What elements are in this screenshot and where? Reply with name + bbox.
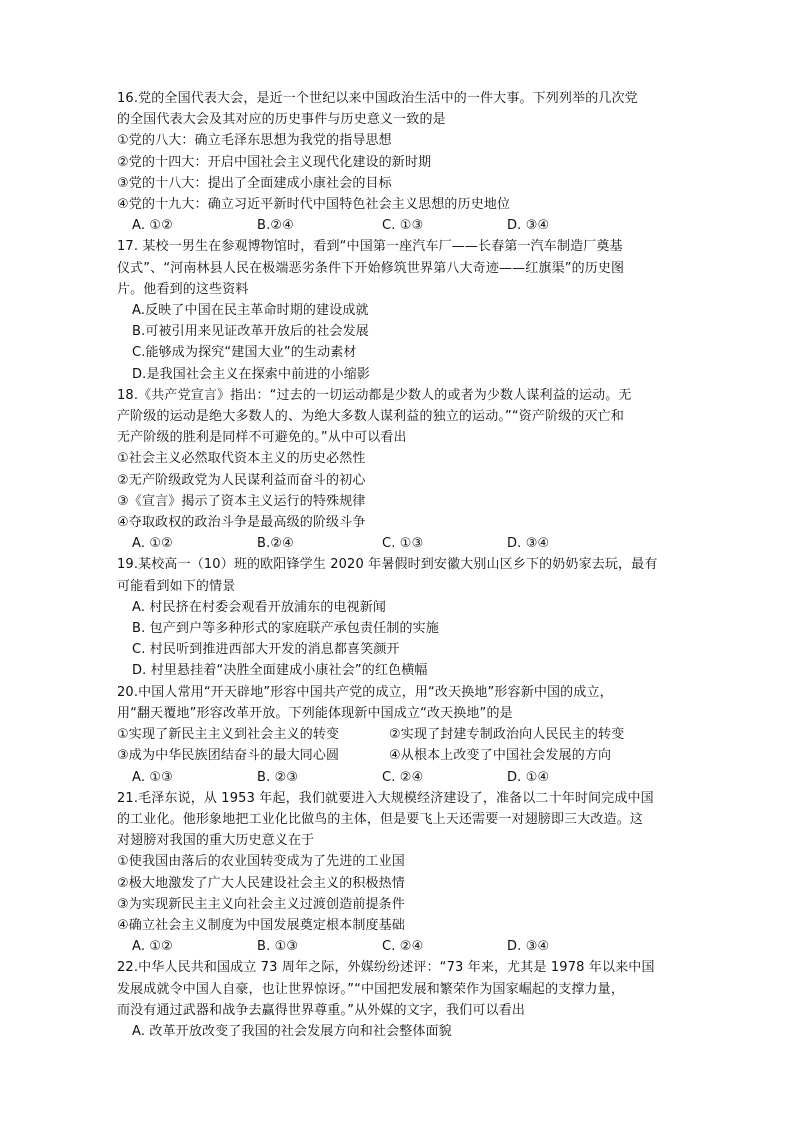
answer-option: D. ③④ [507, 939, 550, 955]
statement-item: ②无产阶级政党为人民谋利益而奋斗的初心 [117, 472, 366, 488]
question-block [117, 236, 677, 384]
question-block [117, 385, 677, 555]
statement-item: ④从根本上改变了中国社会发展的方向 [389, 748, 612, 764]
question-stem-line: 发展成就令中国人自豪，也让世界惊讶。”“中国把发展和繁荣作为国家崛起的支撑力量， [117, 981, 624, 997]
answer-option: A. ①③ [132, 769, 173, 785]
answer-option: C. ②④ [382, 939, 424, 955]
question-stem-line: 的工业化。他形象地把工业化比做鸟的主体，但是要飞上天还需要一对翅膀即三大改造。这 [117, 811, 644, 827]
question-stem-line: 用“翻天覆地”形容改革开放。下列能体现新中国成立“改天换地”的是 [117, 705, 513, 721]
answer-option: B.②④ [257, 536, 294, 552]
statement-item: ③《宣言》揭示了资本主义运行的特殊规律 [117, 493, 366, 509]
statement-row [117, 745, 677, 766]
statement-item: ④党的十九大：确立习近平新时代中国特色社会主义思想的历史地位 [117, 197, 511, 213]
answer-option: D. ①④ [507, 769, 550, 785]
answer-options-row [117, 533, 677, 554]
statement-item: ①党的八大：确立毛泽东思想为我党的指导思想 [117, 133, 392, 149]
answer-choice: A.反映了中国在民主革命时期的建设成就 [132, 303, 369, 319]
statement-item: ②极大地激发了广大人民建设社会主义的积极热情 [117, 875, 405, 891]
statement-row [117, 724, 677, 745]
question-stem-line: 19.某校高一（10）班的欧阳锋学生 2020 年暑假时到安徽大别山区乡下的奶奶家去玩，最有 [117, 557, 658, 573]
statement-item: ③为实现新民主主义向社会主义过渡创造前提条件 [117, 896, 405, 912]
answer-option: C. ②④ [382, 769, 424, 785]
answer-options-row [117, 936, 677, 957]
statement-item: ④夺取政权的政治斗争是最高级的阶级斗争 [117, 515, 366, 531]
question-stem-line: 21.毛泽东说，从 1953 年起，我们就要进入大规模经济建设了，准备以二十年时间完成中国 [117, 790, 654, 806]
answer-choice: B.可被引用来见证改革开放后的社会发展 [132, 324, 369, 340]
answer-options-row [117, 767, 677, 788]
answer-choice: C.能够成为探究“建国大业”的生动素材 [132, 345, 357, 361]
answer-option: B. ①③ [257, 939, 299, 955]
statement-item: ②党的十四大：开启中国社会主义现代化建设的新时期 [117, 154, 432, 170]
question-block [117, 957, 677, 1042]
answer-option: A. ①② [132, 218, 173, 234]
question-block [117, 554, 677, 681]
question-stem-line: 的全国代表大会及其对应的历史事件与历史意义一致的是 [117, 112, 446, 128]
statement-item: ①社会主义必然取代资本主义的历史必然性 [117, 451, 366, 467]
answer-option: D. ③④ [507, 218, 550, 234]
answer-choice: B. 包产到户等多种形式的家庭联产承包责任制的实施 [132, 621, 439, 637]
answer-choice: D.是我国社会主义在探索中前进的小缩影 [132, 366, 370, 382]
answer-option: B. ②③ [257, 769, 299, 785]
statement-item: ①实现了新民主主义到社会主义的转变 [117, 727, 340, 743]
statement-item: ①使我国由落后的农业国转变成为了先进的工业国 [117, 854, 405, 870]
question-block [117, 682, 677, 788]
question-stem-line: 16.党的全国代表大会，是近一个世纪以来中国政治生活中的一件大事。下列列举的几次党 [117, 91, 638, 106]
statement-item: ②实现了封建专制政治向人民民主的转变 [389, 727, 625, 743]
answer-option: C. ①③ [382, 218, 424, 234]
question-stem-line: 20.中国人常用“开天辟地”形容中国共产党的成立，用“改天换地”形容新中国的成立， [117, 684, 613, 700]
question-stem-line: 22.中华人民共和国成立 73 周年之际，外媒纷纷述评：“73 年来，尤其是 1978 年以来中国 [117, 960, 655, 976]
exam-page [117, 88, 677, 1042]
answer-choice: C. 村民听到推进西部大开发的消息都喜笑颜开 [132, 642, 400, 658]
answer-choice: A. 村民挤在村委会观看开放浦东的电视新闻 [132, 599, 387, 615]
question-stem-line: 对翅膀对我国的重大历史意义在于 [117, 833, 315, 849]
question-block [117, 788, 677, 958]
question-stem-line: 可能看到如下的情景 [117, 578, 236, 594]
question-stem-line: 18.《共产党宣言》指出：“过去的一切运动都是少数人的或者为少数人谋利益的运动。无 [117, 387, 632, 403]
answer-choice: D. 村里悬挂着“决胜全面建成小康社会”的红色横幅 [132, 663, 428, 679]
answer-option: C. ①③ [382, 536, 424, 552]
answer-options-row [117, 215, 677, 236]
statement-item: ④确立社会主义制度为中国发展奠定根本制度基础 [117, 917, 405, 933]
answer-option: A. ①② [132, 939, 173, 955]
answer-option: A. ①② [132, 536, 173, 552]
question-stem-line: 片。他看到的这些资料 [117, 281, 249, 297]
question-block [117, 88, 677, 236]
question-stem-line: 17. 某校一男生在参观博物馆时，看到“中国第一座汽车厂——长春第一汽车制造厂奠基 [117, 239, 623, 255]
question-stem-line: 仪式”、“河南林县人民在极端恶劣条件下开始修筑世界第八大奇迹——红旗渠”的历史图 [117, 260, 625, 276]
statement-item: ③成为中华民族团结奋斗的最大同心圆 [117, 748, 340, 764]
question-stem-line: 而没有通过武器和战争去赢得世界尊重。”从外媒的文字，我们可以看出 [117, 1002, 526, 1018]
answer-option: D. ③④ [507, 536, 550, 552]
question-stem-line: 产阶级的运动是绝大多数人的、为绝大多数人谋利益的独立的运动。”“资产阶级的灭亡和 [117, 409, 624, 425]
statement-item: ③党的十八大：提出了全面建成小康社会的目标 [117, 175, 392, 191]
question-stem-line: 无产阶级的胜利是同样不可避免的。”从中可以看出 [117, 430, 407, 446]
answer-choice: A. 改革开放改变了我国的社会发展方向和社会整体面貌 [132, 1023, 452, 1039]
answer-option: B.②④ [257, 218, 294, 234]
